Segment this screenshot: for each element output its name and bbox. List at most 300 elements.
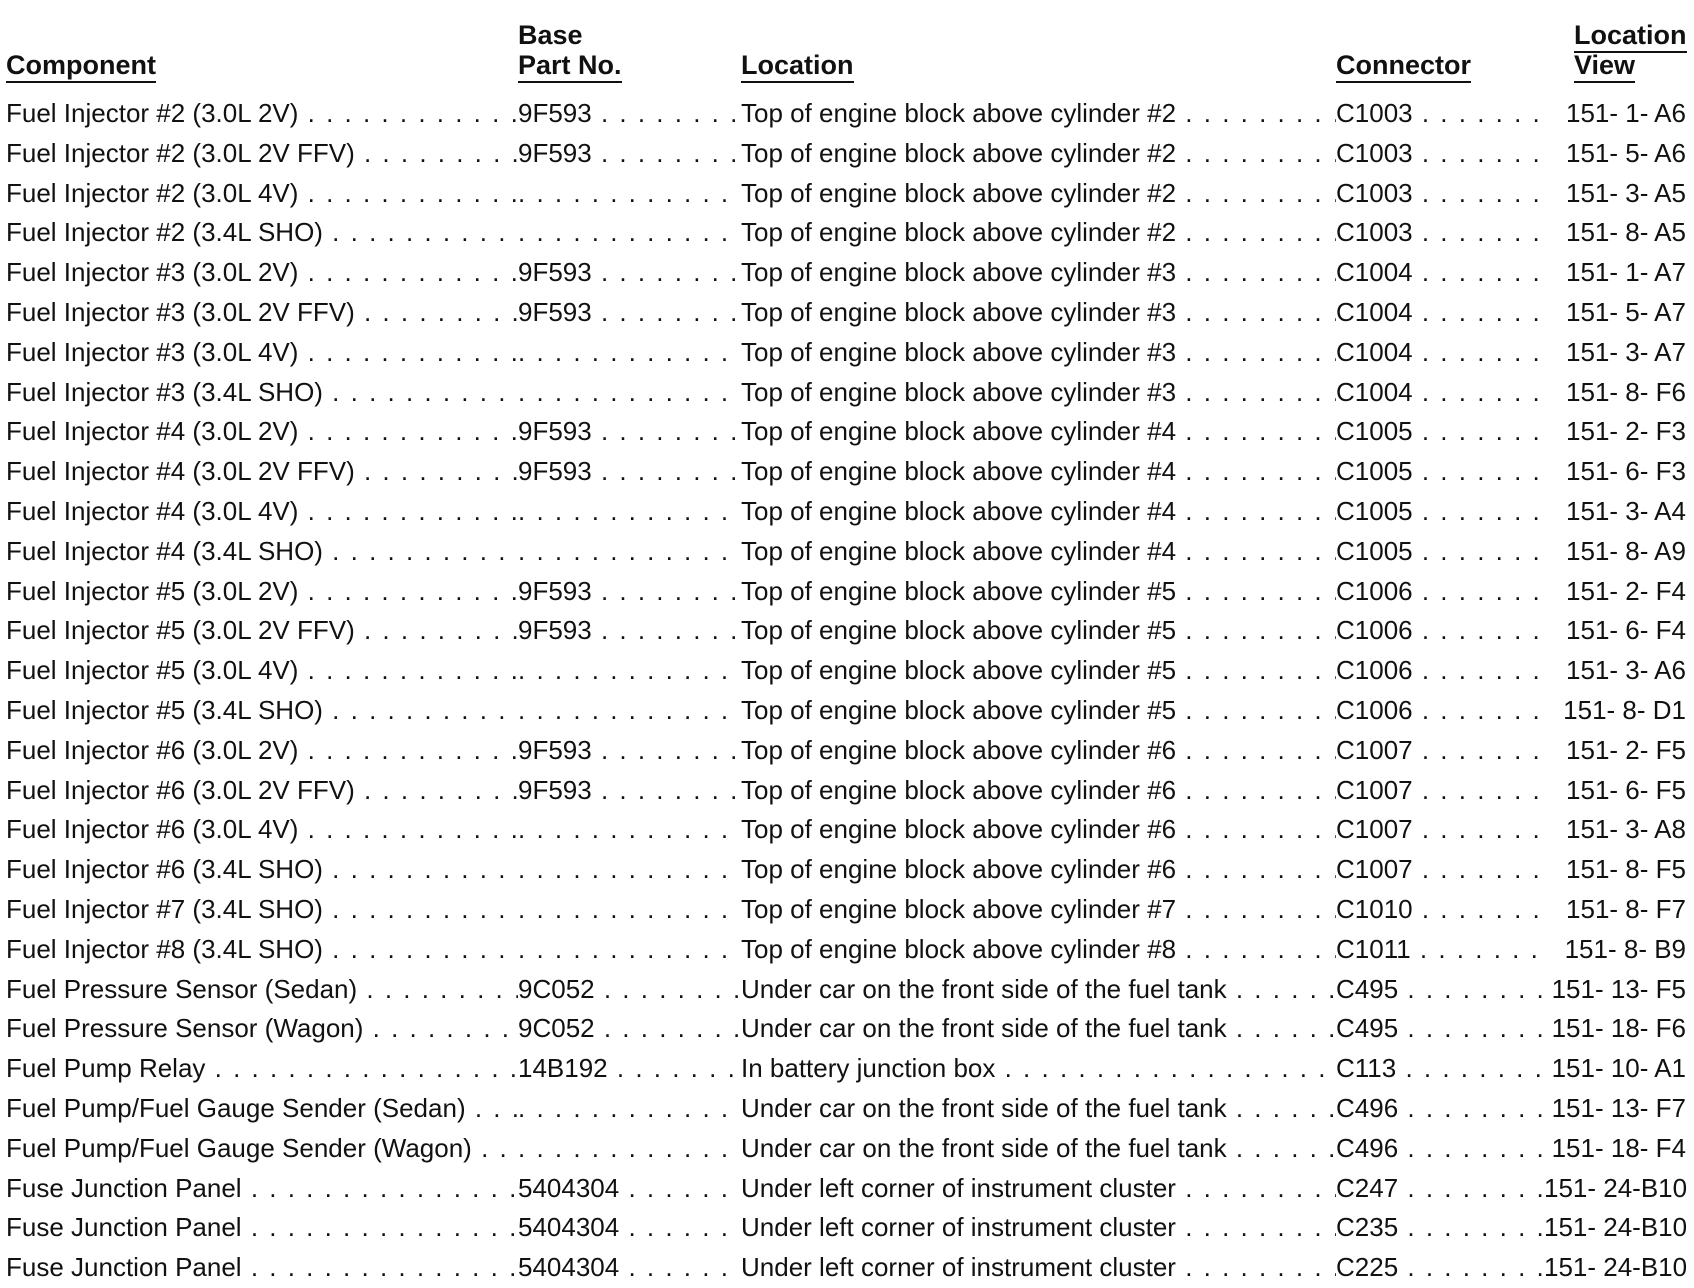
location-text: Top of engine block above cylinder #6 . . . <box>741 735 1336 765</box>
location-text-cell <box>741 94 1336 134</box>
location-view-cell <box>1544 1248 1690 1288</box>
base-part-number-cell <box>518 412 741 452</box>
location-view: 151- 10- A1 <box>1551 1053 1686 1084</box>
base-part-number: 9C052 . . . <box>518 1013 741 1043</box>
location-text-cell <box>741 611 1336 651</box>
component-name: Fuel Injector #4 (3.0L 2V) . . . <box>6 416 518 446</box>
table-row <box>0 373 1694 413</box>
table-row <box>0 492 1694 532</box>
location-text-cell <box>741 293 1336 333</box>
base-part-number-cell <box>518 731 741 771</box>
location-view: 151- 5- A7 <box>1566 296 1686 327</box>
component-name: Fuel Injector #6 (3.0L 4V) . . . <box>6 814 518 844</box>
location-text-cell <box>741 452 1336 492</box>
base-part-number <box>518 934 741 964</box>
location-text: Top of engine block above cylinder #6 . . . <box>741 814 1336 844</box>
connector-id-cell <box>1336 1049 1544 1089</box>
table-row <box>0 174 1694 214</box>
location-view: 151- 3- A8 <box>1566 814 1686 845</box>
base-part-number-cell <box>518 492 741 532</box>
base-part-number-cell <box>518 1089 741 1129</box>
location-text-cell <box>741 174 1336 214</box>
connector-id-cell <box>1336 532 1544 572</box>
base-part-number <box>518 814 741 844</box>
location-text-cell <box>741 373 1336 413</box>
connector-id: C1004 . . . <box>1336 257 1544 287</box>
location-text-cell <box>741 253 1336 293</box>
connector-id: C1005 . . . <box>1336 456 1544 486</box>
connector-id: C1005 . . . <box>1336 496 1544 526</box>
table-row <box>0 213 1694 253</box>
component-name: Fuel Pump/Fuel Gauge Sender (Sedan) . . . <box>6 1093 518 1123</box>
header-location-label: Location <box>741 50 854 83</box>
connector-id: C495 . . . <box>1336 974 1544 1004</box>
component-name: Fuel Injector #5 (3.0L 2V) . . . <box>6 576 518 606</box>
table-row <box>0 890 1694 930</box>
location-text: Top of engine block above cylinder #2 . . . <box>741 98 1336 128</box>
location-text-cell <box>741 412 1336 452</box>
location-view: 151- 24-B10 <box>1544 1212 1688 1243</box>
table-row <box>0 651 1694 691</box>
location-text: Under car on the front side of the fuel tank . . . <box>741 974 1336 1004</box>
table-row <box>0 1049 1694 1089</box>
table-row <box>0 572 1694 612</box>
location-view-cell <box>1544 850 1690 890</box>
component-name: Fuel Injector #3 (3.0L 2V FFV) . . . <box>6 297 518 327</box>
location-view-cell <box>1544 970 1690 1010</box>
location-view: 151- 18- F6 <box>1551 1013 1686 1044</box>
location-view: 151- 8- B9 <box>1564 933 1686 964</box>
location-view-cell <box>1544 452 1690 492</box>
location-view: 151- 6- F5 <box>1566 774 1686 805</box>
location-view-cell <box>1544 810 1690 850</box>
connector-id: C113 . . . <box>1336 1053 1544 1083</box>
location-text: Under left corner of instrument cluster . . . <box>741 1252 1336 1282</box>
component-name: Fuel Injector #3 (3.0L 4V) . . . <box>6 337 518 367</box>
base-part-number-cell <box>518 1129 741 1169</box>
base-part-number-cell <box>518 1169 741 1209</box>
location-text: Top of engine block above cylinder #3 . . . <box>741 297 1336 327</box>
base-part-number: 9F593 . . . <box>518 257 741 287</box>
location-view-cell <box>1544 1049 1690 1089</box>
base-part-number: 9F593 . . . <box>518 775 741 805</box>
connector-id-cell <box>1336 333 1544 373</box>
location-view: 151- 2- F3 <box>1566 416 1686 447</box>
base-part-number-cell <box>518 1009 741 1049</box>
location-view: 151- 2- F4 <box>1566 575 1686 606</box>
location-view-cell <box>1544 293 1690 333</box>
table-row <box>0 1208 1694 1248</box>
component-name: Fuel Injector #2 (3.0L 2V FFV) . . . <box>6 138 518 168</box>
table-row <box>0 1248 1694 1288</box>
location-view: 151- 3- A6 <box>1566 655 1686 686</box>
component-name-cell <box>6 492 518 532</box>
location-text: Under car on the front side of the fuel tank . . . <box>741 1093 1336 1123</box>
location-view-cell <box>1544 651 1690 691</box>
connector-id-cell <box>1336 810 1544 850</box>
connector-id: C1006 . . . <box>1336 655 1544 685</box>
location-text-cell <box>741 1169 1336 1209</box>
component-name: Fuel Injector #3 (3.4L SHO) . . . <box>6 377 518 407</box>
location-text: Top of engine block above cylinder #2 . . . <box>741 217 1336 247</box>
connector-id-cell <box>1336 373 1544 413</box>
connector-id-cell <box>1336 213 1544 253</box>
component-name-cell <box>6 1129 518 1169</box>
location-view-cell <box>1544 1089 1690 1129</box>
table-row <box>0 1129 1694 1169</box>
connector-id: C1003 . . . <box>1336 138 1544 168</box>
location-text-cell <box>741 1009 1336 1049</box>
component-name: Fuel Injector #5 (3.4L SHO) . . . <box>6 695 518 725</box>
component-name-cell <box>6 1208 518 1248</box>
component-name-cell <box>6 691 518 731</box>
connector-id-cell <box>1336 970 1544 1010</box>
base-part-number <box>518 536 741 566</box>
location-text-cell <box>741 850 1336 890</box>
component-name: Fuel Injector #4 (3.0L 2V FFV) . . . <box>6 456 518 486</box>
connector-id: C1007 . . . <box>1336 735 1544 765</box>
base-part-number: 5404304 . . . <box>518 1252 741 1282</box>
table-row <box>0 293 1694 333</box>
header-component-label: Component <box>6 50 156 83</box>
location-view-cell <box>1544 731 1690 771</box>
location-view: 151- 8- A9 <box>1566 535 1686 566</box>
component-name-cell <box>6 333 518 373</box>
base-part-number-cell <box>518 1208 741 1248</box>
component-name: Fuel Pressure Sensor (Wagon) . . . <box>6 1013 518 1043</box>
component-name-cell <box>6 412 518 452</box>
component-name: Fuel Injector #8 (3.4L SHO) . . . <box>6 934 518 964</box>
base-part-number: 5404304 . . . <box>518 1212 741 1242</box>
header-component <box>6 50 156 80</box>
connector-id: C1006 . . . <box>1336 695 1544 725</box>
component-name-cell <box>6 94 518 134</box>
component-name-cell <box>6 1049 518 1089</box>
table-row <box>0 731 1694 771</box>
table-row <box>0 532 1694 572</box>
connector-id: C1003 . . . <box>1336 98 1544 128</box>
base-part-number-cell <box>518 810 741 850</box>
base-part-number <box>518 1133 741 1163</box>
connector-id-cell <box>1336 731 1544 771</box>
base-part-number-cell <box>518 174 741 214</box>
location-view-cell <box>1544 1129 1690 1169</box>
base-part-number <box>518 655 741 685</box>
location-view: 151- 2- F5 <box>1566 734 1686 765</box>
connector-id-cell <box>1336 850 1544 890</box>
table-row <box>0 611 1694 651</box>
base-part-number-cell <box>518 134 741 174</box>
component-name-cell <box>6 1248 518 1288</box>
connector-id-cell <box>1336 1089 1544 1129</box>
location-text-cell <box>741 532 1336 572</box>
table-row <box>0 1089 1694 1129</box>
component-name-cell <box>6 293 518 333</box>
base-part-number-cell <box>518 1248 741 1288</box>
location-text: Top of engine block above cylinder #5 . . . <box>741 576 1336 606</box>
component-name: Fuel Injector #2 (3.0L 4V) . . . <box>6 178 518 208</box>
base-part-number-cell <box>518 850 741 890</box>
connector-id: C1005 . . . <box>1336 536 1544 566</box>
component-name: Fuel Injector #3 (3.0L 2V) . . . <box>6 257 518 287</box>
connector-id-cell <box>1336 134 1544 174</box>
header-base-part-line2 <box>518 50 622 80</box>
component-name: Fuel Injector #2 (3.0L 2V) . . . <box>6 98 518 128</box>
connector-id-cell <box>1336 253 1544 293</box>
connector-id-cell <box>1336 1208 1544 1248</box>
component-name: Fuel Injector #6 (3.4L SHO) . . . <box>6 854 518 884</box>
location-text: Under car on the front side of the fuel tank . . . <box>741 1013 1336 1043</box>
component-name: Fuel Injector #4 (3.4L SHO) . . . <box>6 536 518 566</box>
header-location <box>741 50 854 80</box>
location-view-cell <box>1544 174 1690 214</box>
base-part-number-cell <box>518 930 741 970</box>
component-name: Fuel Pump Relay . . . <box>6 1053 518 1083</box>
base-part-number <box>518 496 741 526</box>
base-part-number: 5404304 . . . <box>518 1173 741 1203</box>
location-text-cell <box>741 492 1336 532</box>
base-part-number <box>518 1093 741 1123</box>
base-part-number-cell <box>518 94 741 134</box>
table-row <box>0 134 1694 174</box>
connector-id: C496 . . . <box>1336 1133 1544 1163</box>
connector-id: C235 . . . <box>1336 1212 1544 1242</box>
location-text: Under car on the front side of the fuel tank . . . <box>741 1133 1336 1163</box>
component-name-cell <box>6 572 518 612</box>
component-name: Fuse Junction Panel . . . <box>6 1173 518 1203</box>
table-body <box>0 94 1694 1288</box>
component-name-cell <box>6 771 518 811</box>
header-location-view-label2: View <box>1574 50 1635 83</box>
base-part-number: 9C052 . . . <box>518 974 741 1004</box>
connector-id-cell <box>1336 94 1544 134</box>
connector-id: C247 . . . <box>1336 1173 1544 1203</box>
component-name-cell <box>6 810 518 850</box>
component-name-cell <box>6 890 518 930</box>
base-part-number: 9F593 . . . <box>518 615 741 645</box>
base-part-number-cell <box>518 611 741 651</box>
location-view: 151- 13- F7 <box>1551 1092 1686 1123</box>
location-view: 151- 24-B10 <box>1544 1252 1688 1283</box>
location-view: 151- 8- F5 <box>1566 854 1686 885</box>
location-view-cell <box>1544 412 1690 452</box>
connector-id-cell <box>1336 492 1544 532</box>
location-view: 151- 8- A5 <box>1566 217 1686 248</box>
location-text-cell <box>741 651 1336 691</box>
connector-id-cell <box>1336 691 1544 731</box>
location-text: Top of engine block above cylinder #7 . . . <box>741 894 1336 924</box>
connector-id-cell <box>1336 611 1544 651</box>
base-part-number-cell <box>518 1049 741 1089</box>
connector-id: C495 . . . <box>1336 1013 1544 1043</box>
location-view-cell <box>1544 532 1690 572</box>
location-text: In battery junction box . . . <box>741 1053 1336 1083</box>
location-text-cell <box>741 1089 1336 1129</box>
location-text: Top of engine block above cylinder #6 . . . <box>741 854 1336 884</box>
location-text: Top of engine block above cylinder #3 . . . <box>741 257 1336 287</box>
location-text-cell <box>741 213 1336 253</box>
connector-id: C1005 . . . <box>1336 416 1544 446</box>
component-name-cell <box>6 731 518 771</box>
connector-id: C1003 . . . <box>1336 217 1544 247</box>
base-part-number-cell <box>518 771 741 811</box>
base-part-number-cell <box>518 373 741 413</box>
location-text-cell <box>741 771 1336 811</box>
location-text: Top of engine block above cylinder #5 . . . <box>741 655 1336 685</box>
location-text: Top of engine block above cylinder #5 . . . <box>741 695 1336 725</box>
table-row <box>0 810 1694 850</box>
connector-id-cell <box>1336 930 1544 970</box>
connector-id: C1006 . . . <box>1336 615 1544 645</box>
connector-id: C1004 . . . <box>1336 297 1544 327</box>
base-part-number <box>518 854 741 884</box>
component-name-cell <box>6 1169 518 1209</box>
location-text-cell <box>741 1049 1336 1089</box>
location-text-cell <box>741 731 1336 771</box>
base-part-number-cell <box>518 333 741 373</box>
component-name: Fuel Injector #6 (3.0L 2V FFV) . . . <box>6 775 518 805</box>
location-text: Top of engine block above cylinder #3 . . . <box>741 337 1336 367</box>
base-part-number: 9F593 . . . <box>518 297 741 327</box>
location-text-cell <box>741 1129 1336 1169</box>
connector-id-cell <box>1336 572 1544 612</box>
location-view: 151- 6- F3 <box>1566 456 1686 487</box>
header-base-part-line1: Base <box>518 20 583 50</box>
location-text: Under left corner of instrument cluster . . . <box>741 1173 1336 1203</box>
connector-id-cell <box>1336 452 1544 492</box>
location-view: 151- 3- A4 <box>1566 495 1686 526</box>
header-location-view-line1 <box>1574 20 1687 50</box>
location-view: 151- 1- A7 <box>1566 257 1686 288</box>
component-name: Fuse Junction Panel . . . <box>6 1252 518 1282</box>
location-text: Under left corner of instrument cluster . . . <box>741 1212 1336 1242</box>
location-view-cell <box>1544 492 1690 532</box>
location-view-cell <box>1544 771 1690 811</box>
connector-id: C1004 . . . <box>1336 337 1544 367</box>
location-view: 151- 1- A6 <box>1566 98 1686 128</box>
component-name-cell <box>6 1009 518 1049</box>
base-part-number <box>518 178 741 208</box>
header-location-view-line2 <box>1574 50 1635 80</box>
header-connector-label: Connector <box>1336 50 1471 83</box>
component-name-cell <box>6 651 518 691</box>
component-name-cell <box>6 850 518 890</box>
table-row <box>0 1009 1694 1049</box>
location-view-cell <box>1544 691 1690 731</box>
location-view: 151- 5- A6 <box>1566 137 1686 168</box>
base-part-number <box>518 217 741 247</box>
location-view-cell <box>1544 134 1690 174</box>
location-view-cell <box>1544 890 1690 930</box>
component-name: Fuel Injector #6 (3.0L 2V) . . . <box>6 735 518 765</box>
component-name-cell <box>6 970 518 1010</box>
base-part-number: 9F593 . . . <box>518 735 741 765</box>
location-view: 151- 18- F4 <box>1551 1132 1686 1163</box>
component-name: Fuel Pump/Fuel Gauge Sender (Wagon) . . . <box>6 1133 518 1163</box>
location-text-cell <box>741 1208 1336 1248</box>
connector-id: C225 . . . <box>1336 1252 1544 1282</box>
component-name-cell <box>6 134 518 174</box>
connector-id-cell <box>1336 174 1544 214</box>
location-view-cell <box>1544 572 1690 612</box>
component-name-cell <box>6 174 518 214</box>
base-part-number-cell <box>518 532 741 572</box>
location-view: 151- 8- D1 <box>1563 694 1686 725</box>
location-view: 151- 8- F6 <box>1566 376 1686 407</box>
location-text: Top of engine block above cylinder #8 . . . <box>741 934 1336 964</box>
location-text: Top of engine block above cylinder #4 . . . <box>741 456 1336 486</box>
connector-id: C1004 . . . <box>1336 377 1544 407</box>
base-part-number-cell <box>518 253 741 293</box>
base-part-number: 9F593 . . . <box>518 456 741 486</box>
location-view: 151- 3- A5 <box>1566 177 1686 208</box>
location-view-cell <box>1544 253 1690 293</box>
location-view-cell <box>1544 94 1690 134</box>
location-view-cell <box>1544 373 1690 413</box>
component-name: Fuel Injector #2 (3.4L SHO) . . . <box>6 217 518 247</box>
location-view: 151- 24-B10 <box>1544 1172 1688 1203</box>
connector-id-cell <box>1336 651 1544 691</box>
base-part-number <box>518 695 741 725</box>
component-name-cell <box>6 253 518 293</box>
location-text-cell <box>741 691 1336 731</box>
table-row <box>0 771 1694 811</box>
base-part-number-cell <box>518 293 741 333</box>
location-view-cell <box>1544 1009 1690 1049</box>
location-text-cell <box>741 970 1336 1010</box>
base-part-number-cell <box>518 890 741 930</box>
location-view-cell <box>1544 333 1690 373</box>
location-text: Top of engine block above cylinder #4 . . . <box>741 536 1336 566</box>
connector-id: C1006 . . . <box>1336 576 1544 606</box>
component-name-cell <box>6 532 518 572</box>
base-part-number: 9F593 . . . <box>518 138 741 168</box>
location-text-cell <box>741 930 1336 970</box>
location-view-cell <box>1544 1208 1690 1248</box>
base-part-number <box>518 337 741 367</box>
base-part-number-cell <box>518 213 741 253</box>
base-part-number: 14B192 . . . <box>518 1053 741 1083</box>
component-name-cell <box>6 452 518 492</box>
location-text-cell <box>741 333 1336 373</box>
location-view: 151- 8- F7 <box>1566 893 1686 924</box>
location-view-cell <box>1544 930 1690 970</box>
connector-id: C1007 . . . <box>1336 814 1544 844</box>
base-part-number-cell <box>518 452 741 492</box>
location-view: 151- 6- F4 <box>1566 615 1686 646</box>
location-text: Top of engine block above cylinder #6 . . . <box>741 775 1336 805</box>
component-name: Fuel Injector #5 (3.0L 2V FFV) . . . <box>6 615 518 645</box>
component-name-cell <box>6 611 518 651</box>
location-text: Top of engine block above cylinder #4 . . . <box>741 496 1336 526</box>
location-text-cell <box>741 810 1336 850</box>
connector-id: C1010 . . . <box>1336 894 1544 924</box>
base-part-number: 9F593 . . . <box>518 416 741 446</box>
component-name-cell <box>6 930 518 970</box>
table-row <box>0 452 1694 492</box>
component-name: Fuel Injector #5 (3.0L 4V) . . . <box>6 655 518 685</box>
connector-id-cell <box>1336 1169 1544 1209</box>
connector-id-cell <box>1336 412 1544 452</box>
connector-id-cell <box>1336 1248 1544 1288</box>
location-text: Top of engine block above cylinder #3 . . . <box>741 377 1336 407</box>
component-name: Fuse Junction Panel . . . <box>6 1212 518 1242</box>
location-view-cell <box>1544 611 1690 651</box>
location-text: Top of engine block above cylinder #2 . . . <box>741 178 1336 208</box>
component-name: Fuel Injector #4 (3.0L 4V) . . . <box>6 496 518 526</box>
base-part-number-cell <box>518 691 741 731</box>
base-part-number <box>518 894 741 924</box>
